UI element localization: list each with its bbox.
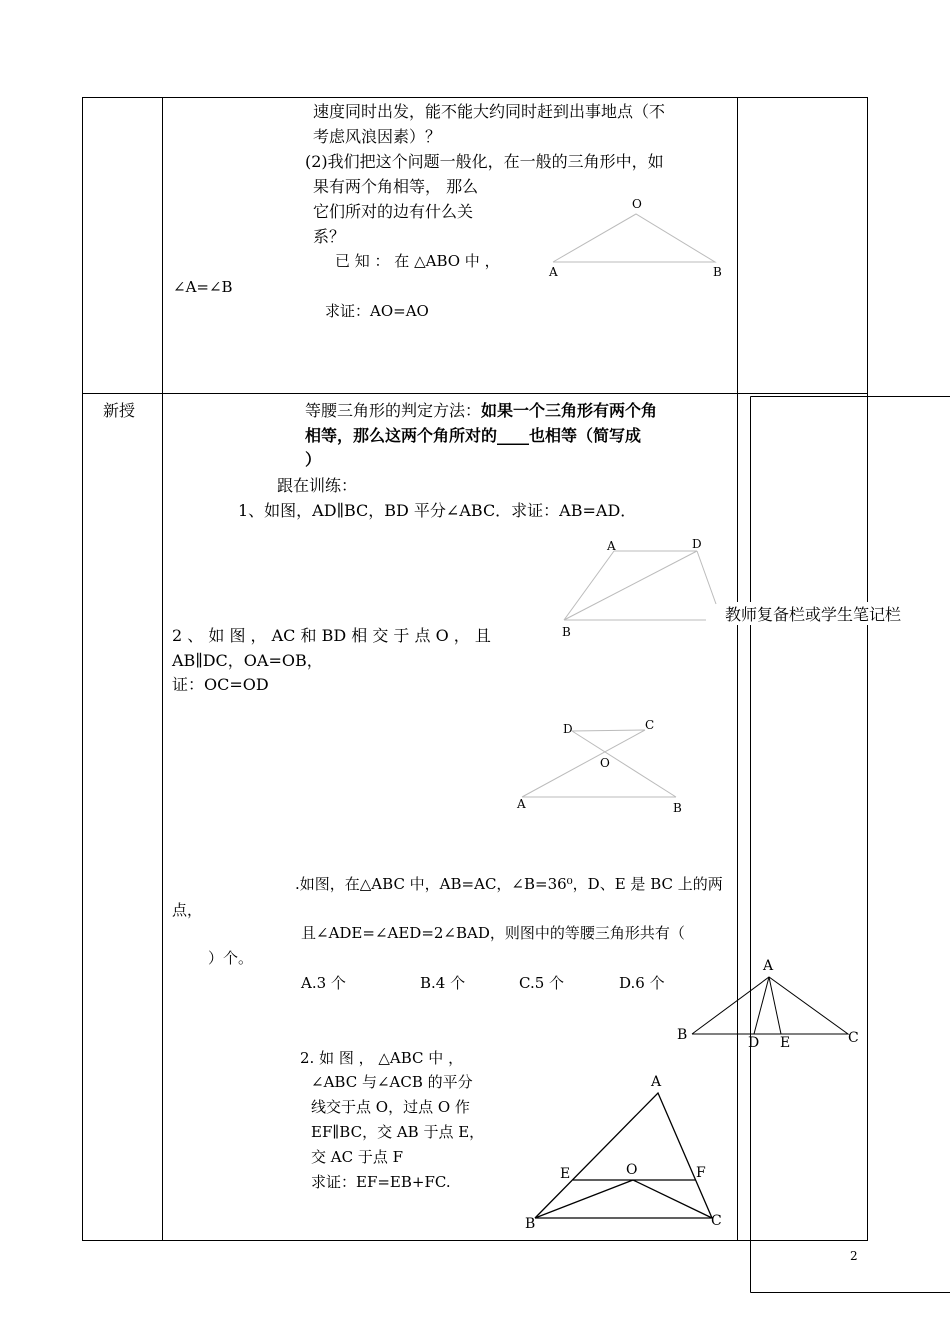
point-label: O — [626, 1162, 638, 1178]
page-number: 2 — [850, 1249, 858, 1263]
point-label: D — [692, 537, 702, 551]
given-line: ∠A=∠B — [173, 278, 233, 296]
figure-bowtie — [522, 730, 676, 797]
question-4: 线交于点 O，过点 O 作 — [311, 1098, 470, 1116]
point-label: C — [645, 718, 655, 732]
point-label: E — [780, 1035, 791, 1051]
point-label: C — [711, 1213, 722, 1229]
question-2: 证：OC=OD — [172, 675, 269, 694]
point-label: A — [607, 539, 616, 553]
given-line: 已 知 ： 在 △ABO 中 ， — [335, 252, 500, 270]
question-4: 求证：EF=EB+FC. — [311, 1173, 451, 1191]
point-label: D — [748, 1035, 760, 1051]
figure-bisector-triangle — [535, 1093, 712, 1218]
text-line: (2)我们把这个问题一般化，在一般的三角形中，如 — [305, 152, 664, 171]
question-2: 2 、 如 图 ， AC 和 BD 相 交 于 点 O ， 且 — [172, 626, 491, 645]
question-3: 且∠ADE=∠AED=2∠BAD，则图中的等腰三角形共有（ — [301, 924, 685, 942]
text-line: 果有两个角相等， 那么 — [313, 177, 479, 196]
question-4: 交 AC 于点 F — [311, 1148, 404, 1166]
text-line: 速度同时出发，能不能大约同时赶到出事地点（不 — [313, 102, 666, 121]
question-1: 1、如图，AD∥BC，BD 平分∠ABC．求证：AB=AD． — [238, 501, 637, 520]
side-note-label: 教师复备栏或学生笔记栏 — [723, 602, 903, 625]
text-line: 系？ — [313, 227, 346, 246]
point-label: O — [632, 197, 642, 211]
point-label: A — [763, 958, 774, 974]
text-line: 它们所对的边有什么关 — [313, 202, 474, 221]
method-line — [305, 401, 657, 421]
figure-triangle-abo — [553, 214, 715, 262]
option: D.6 个 — [619, 974, 665, 992]
point-label: B — [673, 801, 682, 815]
point-label: A — [651, 1074, 662, 1090]
figure-trapezoid-abcd — [564, 551, 716, 620]
question-3: 点， — [172, 901, 203, 919]
point-label: B — [525, 1216, 536, 1232]
method-line: ） — [305, 450, 322, 469]
section-label: 新授 — [103, 401, 136, 420]
side-note-box — [751, 397, 950, 1293]
point-label: B — [677, 1027, 688, 1043]
point-label: D — [563, 722, 573, 736]
point-label: E — [560, 1166, 571, 1182]
point-label: A — [517, 797, 526, 811]
point-label: B — [713, 265, 722, 279]
point-label: C — [848, 1030, 859, 1046]
question-2: AB∥DC，OA=OB， — [172, 651, 323, 670]
method-bold: 如果一个三角形有两个角 — [481, 401, 658, 420]
prove-line: 求证：AO=AO — [325, 302, 429, 320]
method-line: 相等，那么这两个角所对的____也相等（简写成 — [305, 426, 642, 445]
option: C.5 个 — [519, 974, 565, 992]
option: A.3 个 — [301, 974, 346, 992]
question-3: .如图，在△ABC 中，AB=AC，∠B=36⁰，D、E 是 BC 上的两 — [295, 875, 723, 893]
option: B.4 个 — [420, 974, 466, 992]
point-label: B — [562, 625, 571, 639]
practice-heading: 跟在训练： — [277, 476, 358, 495]
question-4: EF∥BC，交 AB 于点 E， — [311, 1123, 485, 1141]
point-label: O — [600, 756, 610, 770]
text-line: 考虑风浪因素）？ — [313, 127, 442, 146]
point-label: A — [549, 265, 558, 279]
point-label: F — [696, 1165, 706, 1181]
question-4: 2. 如 图 ， △ABC 中 ， — [300, 1049, 464, 1067]
question-4: ∠ABC 与∠ACB 的平分 — [311, 1073, 473, 1091]
question-3: ）个。 — [208, 949, 254, 967]
figure-isosceles-abc — [692, 977, 848, 1034]
method-prefix: 等腰三角形的判定方法： — [305, 401, 482, 420]
